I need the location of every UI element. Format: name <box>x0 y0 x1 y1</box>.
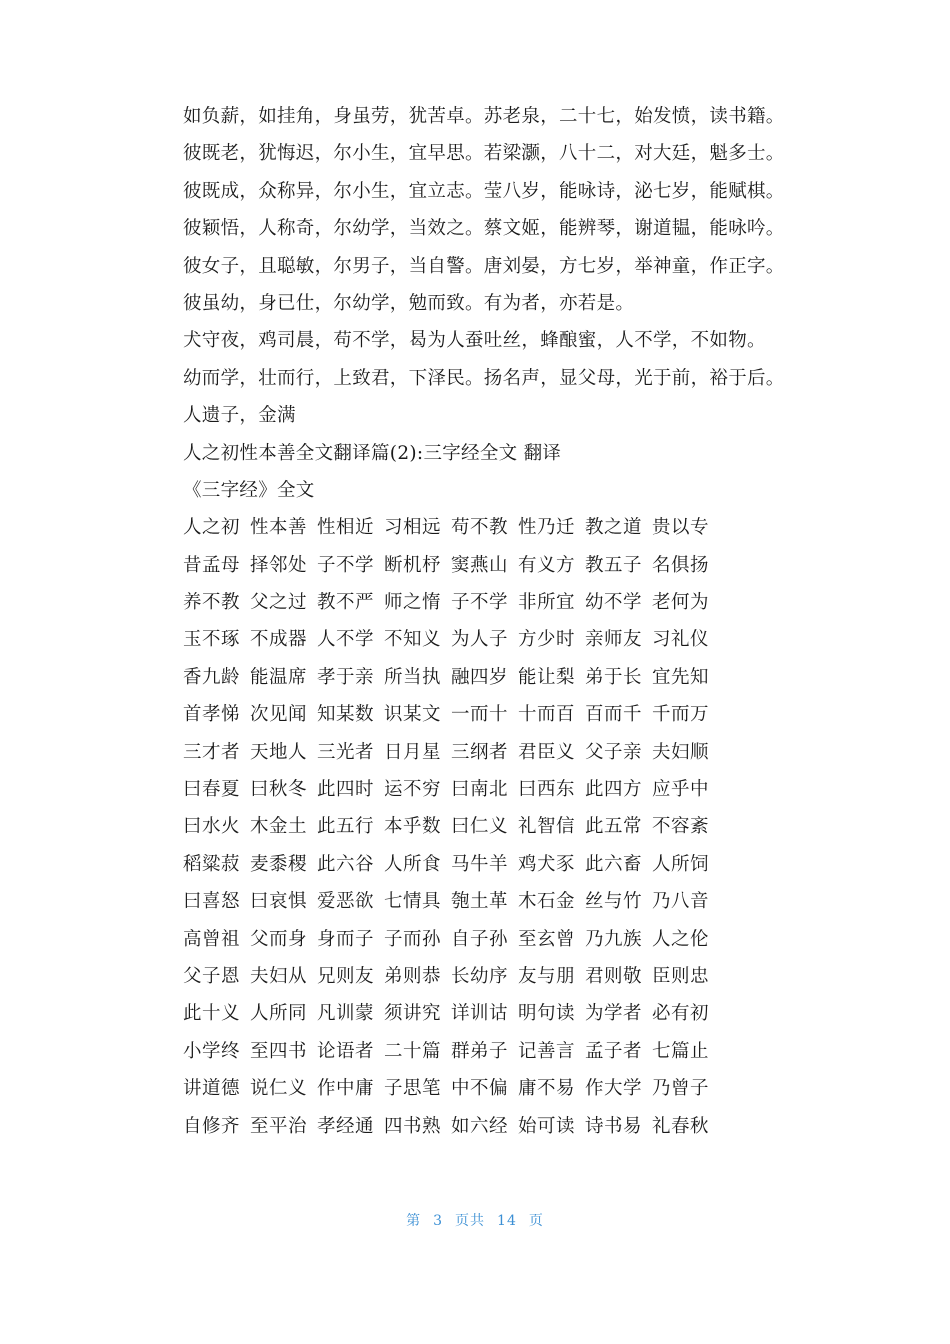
verse-phrase: 识某文 <box>384 704 442 726</box>
verse-phrase: 父子恩 <box>183 965 241 987</box>
verse-phrase: 曰哀惧 <box>250 891 308 913</box>
verse-phrase: 作大学 <box>585 1078 643 1100</box>
verse-phrase: 人之初 <box>183 517 241 539</box>
verse-phrase: 教五子 <box>585 554 643 576</box>
verse-phrase: 宜先知 <box>652 666 710 688</box>
verse-phrase: 群弟子 <box>451 1040 509 1062</box>
text-line: 犬守夜，鸡司晨，苟不学，曷为人蚕吐丝，蜂酿蜜，人不学，不如物。 <box>183 330 766 352</box>
page-footer <box>0 1210 950 1230</box>
verse-phrase: 为学者 <box>585 1003 643 1025</box>
verse-phrase: 苟不教 <box>451 517 509 539</box>
verse-phrase: 所当执 <box>384 666 442 688</box>
verse-phrase: 三才者 <box>183 741 241 763</box>
verse-phrase: 庸不易 <box>518 1078 576 1100</box>
verse-phrase: 四书熟 <box>384 1115 442 1137</box>
verse-row <box>183 1070 823 1107</box>
verse-block <box>183 509 823 1145</box>
verse-phrase: 曰西东 <box>518 779 576 801</box>
verse-phrase: 一而十 <box>451 704 509 726</box>
verse-phrase: 木金土 <box>250 816 308 838</box>
verse-phrase: 千而万 <box>652 704 710 726</box>
verse-phrase: 君则敬 <box>585 965 643 987</box>
verse-row <box>183 1033 823 1070</box>
verse-phrase: 习相远 <box>384 517 442 539</box>
verse-phrase: 性乃迁 <box>518 517 576 539</box>
verse-phrase: 日月星 <box>384 741 442 763</box>
verse-phrase: 长幼序 <box>451 965 509 987</box>
verse-phrase: 融四岁 <box>451 666 509 688</box>
text-line: 如负薪，如挂角，身虽劳，犹苦卓。苏老泉，二十七，始发愤，读书籍。 <box>183 106 785 127</box>
verse-phrase: 此五常 <box>585 816 643 838</box>
page-content <box>183 98 823 1145</box>
section-subtitle: 《三字经》全文 <box>183 479 315 501</box>
verse-phrase: 明句读 <box>518 1003 576 1025</box>
verse-phrase: 教不严 <box>317 592 375 614</box>
verse-phrase: 此五行 <box>317 816 375 838</box>
verse-phrase: 次见闻 <box>250 704 308 726</box>
verse-phrase: 须讲究 <box>384 1003 442 1025</box>
verse-phrase: 夫妇顺 <box>652 741 710 763</box>
verse-row <box>183 734 823 771</box>
verse-phrase: 记善言 <box>518 1040 576 1062</box>
verse-phrase: 人所食 <box>384 853 442 875</box>
verse-phrase: 高曾祖 <box>183 928 241 950</box>
verse-phrase: 友与朋 <box>518 965 576 987</box>
verse-phrase: 曰水火 <box>183 816 241 838</box>
verse-phrase: 习礼仪 <box>652 629 710 651</box>
verse-phrase: 作中庸 <box>317 1078 375 1100</box>
verse-phrase: 礼春秋 <box>652 1115 710 1137</box>
text-line: 彼既老，犹悔迟，尔小生，宜早思。若梁灏，八十二，对大廷，魁多士。 <box>183 143 785 165</box>
verse-phrase: 子思笔 <box>384 1078 442 1100</box>
verse-phrase: 择邻处 <box>250 554 308 576</box>
verse-phrase: 子而孙 <box>384 928 442 950</box>
footer-total-pages: 14 <box>497 1213 517 1229</box>
verse-phrase: 父子亲 <box>585 741 643 763</box>
verse-phrase: 小学终 <box>183 1040 241 1062</box>
verse-row <box>183 621 823 658</box>
verse-phrase: 木石金 <box>518 891 576 913</box>
verse-phrase: 三纲者 <box>451 741 509 763</box>
verse-phrase: 性相近 <box>317 517 375 539</box>
verse-phrase: 论语者 <box>317 1040 375 1062</box>
verse-phrase: 人之伦 <box>652 928 710 950</box>
verse-row <box>183 921 823 958</box>
verse-phrase: 弟于长 <box>585 666 643 688</box>
verse-phrase: 天地人 <box>250 741 308 763</box>
verse-phrase: 父之过 <box>250 592 308 614</box>
verse-phrase: 弟则恭 <box>384 965 442 987</box>
verse-phrase: 说仁义 <box>250 1078 308 1100</box>
verse-phrase: 鸡犬豕 <box>518 853 576 875</box>
verse-phrase: 人不学 <box>317 629 375 651</box>
verse-phrase: 孟子者 <box>585 1040 643 1062</box>
verse-phrase: 此六畜 <box>585 853 643 875</box>
verse-row <box>183 771 823 808</box>
verse-phrase: 贵以专 <box>652 517 710 539</box>
verse-phrase: 孝经通 <box>317 1115 375 1137</box>
verse-phrase: 二十篇 <box>384 1040 442 1062</box>
verse-phrase: 至玄曾 <box>518 928 576 950</box>
verse-phrase: 马牛羊 <box>451 853 509 875</box>
verse-phrase: 凡训蒙 <box>317 1003 375 1025</box>
verse-phrase: 此六谷 <box>317 853 375 875</box>
verse-phrase: 详训诂 <box>451 1003 509 1025</box>
verse-phrase: 有义方 <box>518 554 576 576</box>
verse-phrase: 曰喜怒 <box>183 891 241 913</box>
verse-phrase: 乃曾子 <box>652 1078 710 1100</box>
verse-phrase: 曰秋冬 <box>250 779 308 801</box>
footer-middle: 页共 <box>455 1213 486 1229</box>
verse-phrase: 人所同 <box>250 1003 308 1025</box>
section-heading: 人之初性本善全文翻译篇(2):三字经全文 翻译 <box>183 442 562 464</box>
footer-page-number: 3 <box>433 1213 444 1229</box>
verse-row <box>183 846 823 883</box>
verse-phrase: 乃九族 <box>585 928 643 950</box>
text-line: 彼颖悟，人称奇，尔幼学，当效之。蔡文姬，能辨琴，谢道韫，能咏吟。 <box>183 218 785 240</box>
verse-phrase: 不知义 <box>384 629 442 651</box>
verse-phrase: 人所饲 <box>652 853 710 875</box>
verse-phrase: 爱恶欲 <box>317 891 375 913</box>
verse-phrase: 非所宜 <box>518 592 576 614</box>
verse-phrase: 始可读 <box>518 1115 576 1137</box>
verse-phrase: 首孝悌 <box>183 704 241 726</box>
verse-phrase: 三光者 <box>317 741 375 763</box>
verse-row <box>183 883 823 920</box>
verse-phrase: 为人子 <box>451 629 509 651</box>
text-line: 人遗子，金满 <box>183 405 296 427</box>
footer-prefix: 第 <box>406 1213 422 1229</box>
verse-phrase: 十而百 <box>518 704 576 726</box>
verse-phrase: 知某数 <box>317 704 375 726</box>
verse-row <box>183 1108 823 1145</box>
verse-phrase: 七情具 <box>384 891 442 913</box>
verse-row <box>183 808 823 845</box>
verse-phrase: 香九龄 <box>183 666 241 688</box>
verse-phrase: 本乎数 <box>384 816 442 838</box>
verse-row <box>183 958 823 995</box>
verse-phrase: 至四书 <box>250 1040 308 1062</box>
verse-phrase: 子不学 <box>317 554 375 576</box>
verse-phrase: 曰南北 <box>451 779 509 801</box>
verse-phrase: 不容紊 <box>652 816 710 838</box>
verse-phrase: 断机杼 <box>384 554 442 576</box>
verse-phrase: 中不偏 <box>451 1078 509 1100</box>
verse-phrase: 此十义 <box>183 1003 241 1025</box>
verse-row <box>183 509 823 546</box>
text-line: 幼而学，壮而行，上致君，下泽民。扬名声，显父母，光于前，裕于后。 <box>183 367 785 389</box>
verse-phrase: 性本善 <box>250 517 308 539</box>
verse-phrase: 此四方 <box>585 779 643 801</box>
verse-phrase: 兄则友 <box>317 965 375 987</box>
verse-phrase: 教之道 <box>585 517 643 539</box>
verse-phrase: 君臣义 <box>518 741 576 763</box>
text-line: 彼既成，众称异，尔小生，宜立志。莹八岁，能咏诗，泌七岁，能赋棋。 <box>183 180 785 202</box>
verse-phrase: 臣则忠 <box>652 965 710 987</box>
verse-phrase: 孝于亲 <box>317 666 375 688</box>
verse-phrase: 运不穷 <box>384 779 442 801</box>
verse-phrase: 能让梨 <box>518 666 576 688</box>
verse-phrase: 丝与竹 <box>585 891 643 913</box>
verse-row <box>183 659 823 696</box>
verse-phrase: 麦黍稷 <box>250 853 308 875</box>
verse-phrase: 必有初 <box>652 1003 710 1025</box>
verse-phrase: 诗书易 <box>585 1115 643 1137</box>
verse-phrase: 至平治 <box>250 1115 308 1137</box>
verse-phrase: 名俱扬 <box>652 554 710 576</box>
text-line: 彼虽幼，身已仕，尔幼学，勉而致。有为者，亦若是。 <box>183 292 635 314</box>
verse-phrase: 如六经 <box>451 1115 509 1137</box>
verse-phrase: 乃八音 <box>652 891 710 913</box>
verse-phrase: 百而千 <box>585 704 643 726</box>
verse-phrase: 昔孟母 <box>183 554 241 576</box>
verse-phrase: 不成器 <box>250 629 308 651</box>
verse-phrase: 此四时 <box>317 779 375 801</box>
verse-phrase: 师之惰 <box>384 592 442 614</box>
verse-phrase: 自子孙 <box>451 928 509 950</box>
verse-phrase: 自修齐 <box>183 1115 241 1137</box>
verse-row <box>183 547 823 584</box>
verse-phrase: 礼智信 <box>518 816 576 838</box>
verse-row <box>183 995 823 1032</box>
verse-phrase: 养不教 <box>183 592 241 614</box>
verse-phrase: 幼不学 <box>585 592 643 614</box>
verse-phrase: 子不学 <box>451 592 509 614</box>
verse-phrase: 曰仁义 <box>451 816 509 838</box>
verse-phrase: 匏土革 <box>451 891 509 913</box>
verse-phrase: 应乎中 <box>652 779 710 801</box>
verse-phrase: 身而子 <box>317 928 375 950</box>
verse-phrase: 亲师友 <box>585 629 643 651</box>
verse-row <box>183 584 823 621</box>
verse-phrase: 玉不琢 <box>183 629 241 651</box>
verse-phrase: 七篇止 <box>652 1040 710 1062</box>
verse-phrase: 夫妇从 <box>250 965 308 987</box>
verse-phrase: 讲道德 <box>183 1078 241 1100</box>
text-line: 彼女子，且聪敏，尔男子，当自警。唐刘晏，方七岁，举神童，作正字。 <box>183 255 785 277</box>
verse-phrase: 老何为 <box>652 592 710 614</box>
verse-phrase: 能温席 <box>250 666 308 688</box>
verse-phrase: 曰春夏 <box>183 779 241 801</box>
verse-phrase: 方少时 <box>518 629 576 651</box>
verse-phrase: 窦燕山 <box>451 554 509 576</box>
verse-row <box>183 696 823 733</box>
verse-phrase: 父而身 <box>250 928 308 950</box>
footer-suffix: 页 <box>528 1213 544 1229</box>
verse-phrase: 稻粱菽 <box>183 853 241 875</box>
